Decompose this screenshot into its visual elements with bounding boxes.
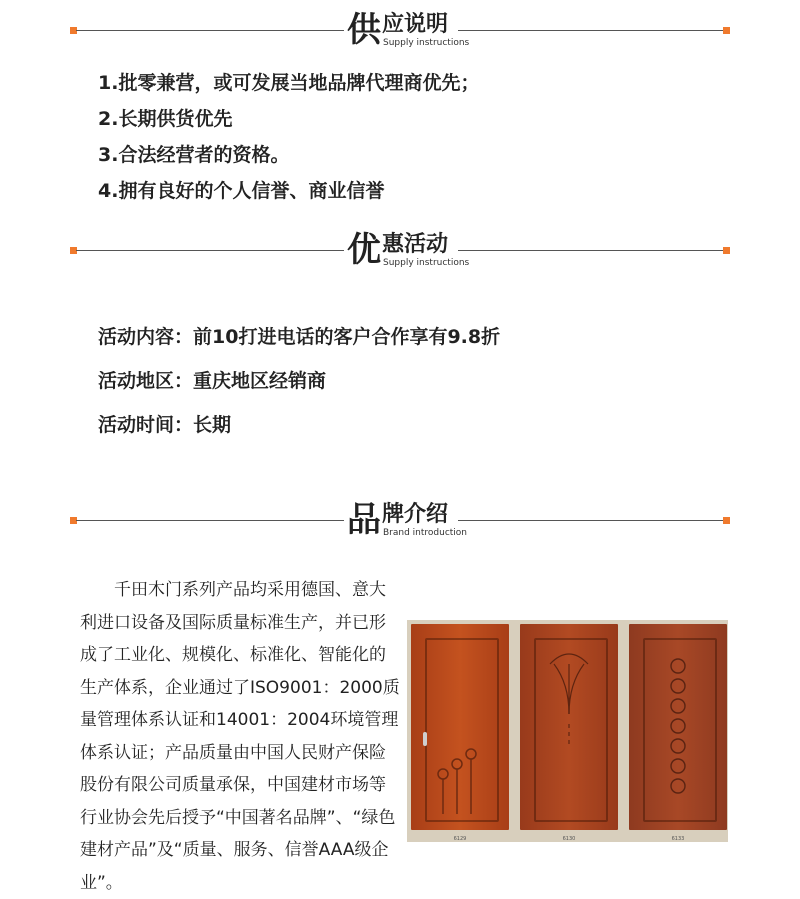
section-subtitle: Supply instructions <box>383 38 470 48</box>
orange-dot-icon <box>723 247 730 254</box>
section-header-brand <box>70 500 730 540</box>
section-subtitle: Brand introduction <box>383 528 468 538</box>
section-title-first-char: 品 <box>347 500 381 540</box>
section-title-rest: 牌介绍 <box>382 502 449 527</box>
door-decoration-icon <box>629 624 727 830</box>
door-decoration-icon <box>520 624 618 830</box>
door-image-2 <box>520 624 618 842</box>
divider-line <box>76 30 344 31</box>
door-caption: 6130 <box>562 836 576 842</box>
section-subtitle: Supply instructions <box>383 258 470 268</box>
section-title-first-char: 优 <box>347 230 381 270</box>
divider-line <box>76 250 344 251</box>
door-caption: 6133 <box>671 836 685 842</box>
supply-item-2: 2.长期供货优先 <box>98 108 233 130</box>
door-image-1 <box>411 624 509 842</box>
orange-dot-icon <box>723 27 730 34</box>
promo-item-content: 活动内容：前10打进电话的客户合作享有9.8折 <box>98 326 501 348</box>
section-header-supply <box>70 10 730 50</box>
brand-introduction-text <box>80 574 400 899</box>
divider-line <box>76 520 344 521</box>
section-title-rest: 惠活动 <box>382 232 449 257</box>
divider-line <box>458 520 724 521</box>
door-image-3 <box>629 624 727 842</box>
door-caption: 6129 <box>453 836 467 842</box>
divider-line <box>458 30 724 31</box>
section-title-first-char: 供 <box>347 10 381 50</box>
supply-item-3: 3.合法经营者的资格。 <box>98 144 290 166</box>
promo-item-time: 活动时间：长期 <box>98 414 232 436</box>
section-title-rest: 应说明 <box>382 12 449 37</box>
brand-paragraph: 千田木门系列产品均采用德国、意大利进口设备及国际质量标准生产，并已形成了工业化、规模化、标准化、智能化的生产体系，企业通过了ISO9001：2000质量管理体系认证和14001：2004环境管理体系认证；产品质量由中国人民财产保险股份有限公司质量承保，中国建材市场等行业协会先后授予“中国著名品牌”、“绿色建材产品”及“质量、服务、信誉AAA级企业”。 <box>80 580 400 893</box>
promo-item-region: 活动地区：重庆地区经销商 <box>98 370 327 392</box>
divider-line <box>458 250 724 251</box>
supply-item-4: 4.拥有良好的个人信誉、商业信誉 <box>98 180 385 202</box>
supply-item-1: 1.批零兼营，或可发展当地品牌代理商优先； <box>98 72 480 94</box>
door-decoration-icon <box>411 624 509 830</box>
section-header-promo <box>70 230 730 270</box>
door-product-image <box>407 620 728 842</box>
orange-dot-icon <box>723 517 730 524</box>
